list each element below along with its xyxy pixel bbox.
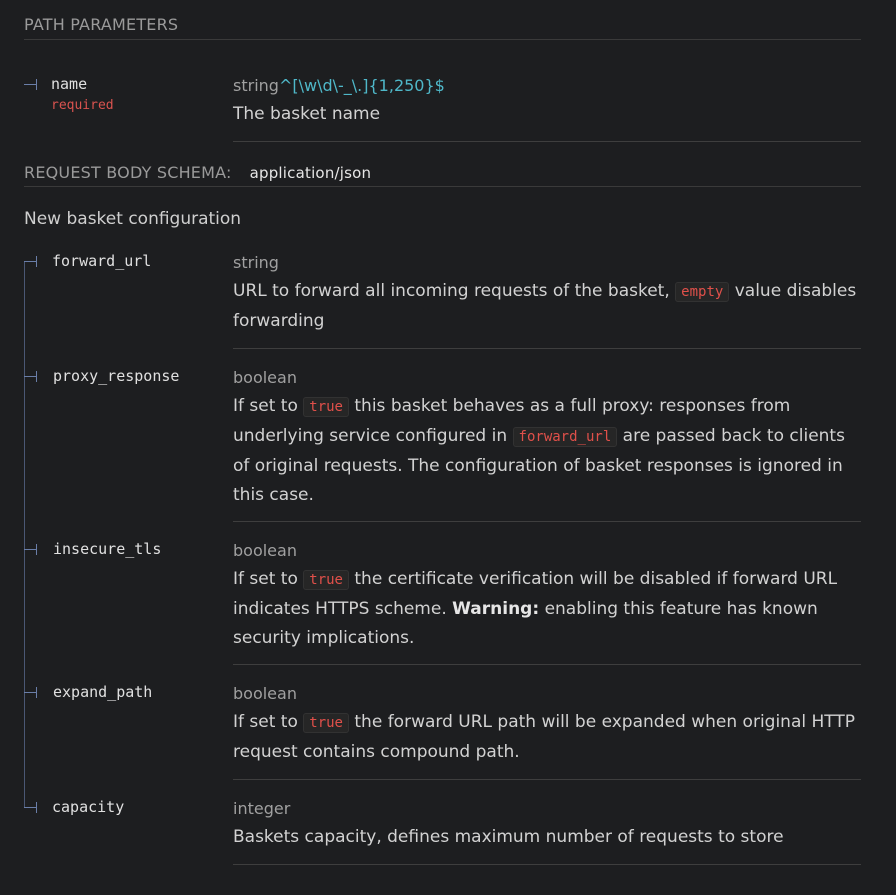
code-true: true bbox=[303, 713, 349, 733]
code-empty: empty bbox=[675, 282, 729, 302]
forward-url-details bbox=[233, 251, 861, 349]
param-type: string^[\w\d\-_\.]{1,250}$ bbox=[233, 76, 445, 95]
request-body-heading: REQUEST BODY SCHEMA: application/json bbox=[24, 163, 861, 187]
code-true: true bbox=[303, 570, 349, 590]
tree-connector bbox=[24, 692, 36, 693]
proxy-response-details bbox=[233, 366, 861, 522]
tree-connector bbox=[24, 261, 36, 262]
capacity-details bbox=[233, 797, 861, 865]
code-forward-url: forward_url bbox=[513, 427, 618, 447]
param-description: The basket name bbox=[233, 104, 381, 124]
field-proxy-response: proxy_response bbox=[53, 367, 180, 385]
field-description: URL to forward all incoming requests of the basket, empty value disables forwarding bbox=[233, 281, 857, 331]
field-type: boolean bbox=[233, 684, 297, 703]
field-forward-url: forward_url bbox=[52, 252, 152, 270]
content-type-value: application/json bbox=[246, 164, 376, 182]
tree-connector bbox=[24, 807, 36, 808]
field-description: If set to true this basket behaves as a full proxy: responses from underlying service configured in forward_url are passed back to clients of original requests. The configuration of basket responses is ignored in this case. bbox=[233, 396, 845, 505]
request-body-description: New basket configuration bbox=[24, 209, 242, 229]
insecure-tls-details bbox=[233, 539, 861, 665]
field-description: If set to true the certificate verification will be disabled if forward URL indicates HTTPS scheme. Warning: enabling this feature has known security implications. bbox=[233, 569, 838, 648]
field-type: boolean bbox=[233, 368, 297, 387]
tree-connector bbox=[24, 549, 36, 550]
field-type: string bbox=[233, 253, 279, 272]
field-description: If set to true the forward URL path will be expanded when original HTTP request contains compound path. bbox=[233, 712, 856, 762]
field-expand-path: expand_path bbox=[53, 683, 153, 701]
param-pattern: ^[\w\d\-_\.]{1,250}$ bbox=[278, 76, 445, 95]
param-name-details bbox=[233, 74, 861, 142]
tree-connector bbox=[24, 84, 36, 85]
schema-tree-line bbox=[24, 261, 25, 807]
tree-connector bbox=[24, 376, 36, 377]
path-parameters-heading: PATH PARAMETERS bbox=[24, 15, 861, 40]
field-insecure-tls: insecure_tls bbox=[53, 540, 162, 558]
code-true: true bbox=[303, 397, 349, 417]
expand-path-details bbox=[233, 682, 861, 780]
warning-label: Warning: bbox=[452, 599, 540, 619]
field-capacity: capacity bbox=[52, 798, 125, 816]
param-name: name bbox=[51, 75, 88, 93]
required-badge: required bbox=[51, 98, 114, 113]
field-description: Baskets capacity, defines maximum number of requests to store bbox=[233, 827, 784, 847]
field-type: boolean bbox=[233, 541, 297, 560]
field-type: integer bbox=[233, 799, 291, 818]
